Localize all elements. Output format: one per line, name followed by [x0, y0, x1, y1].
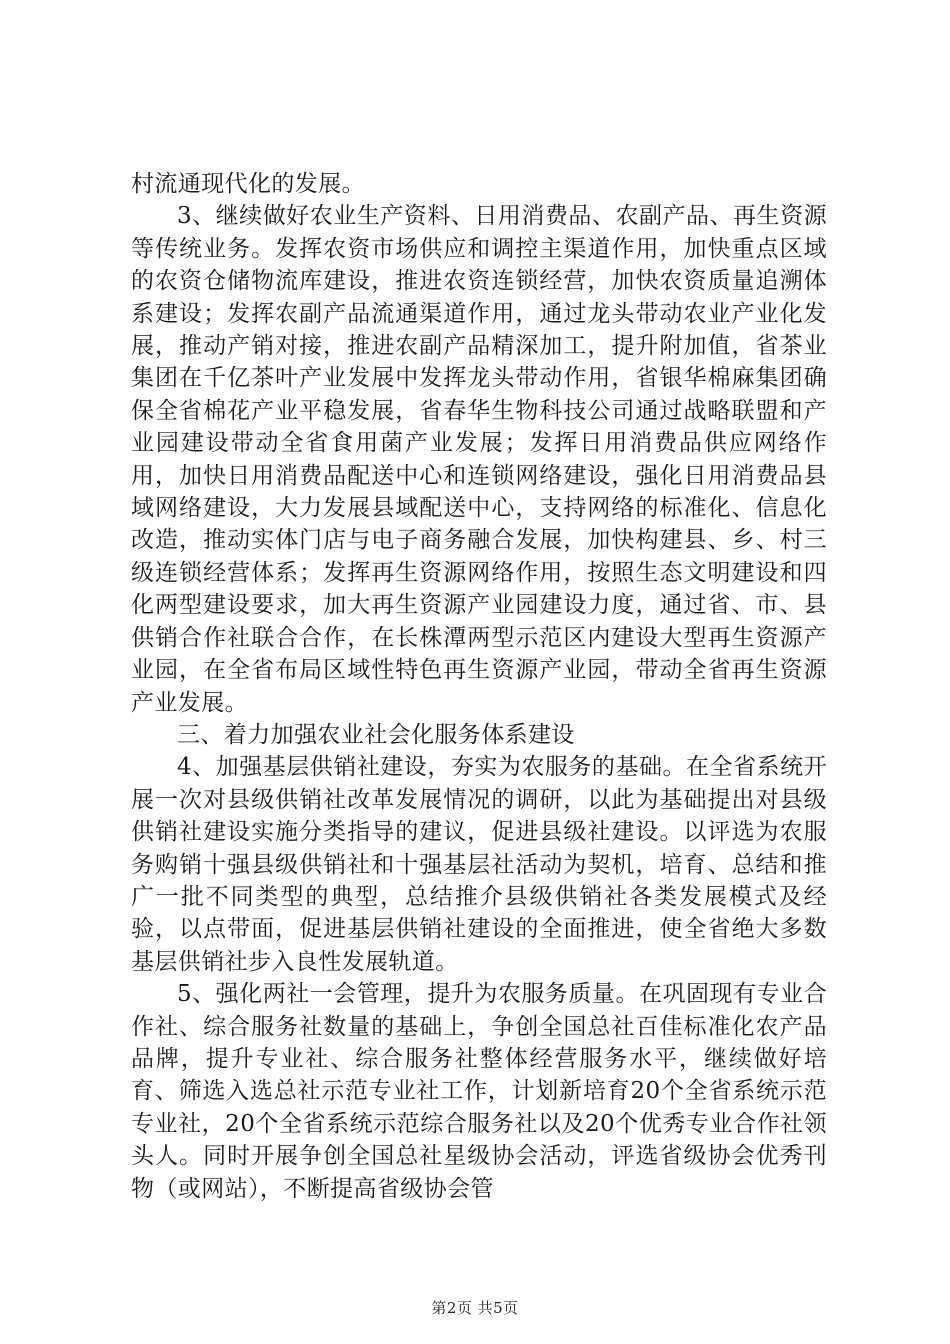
paragraph-item-4: 4、加强基层供销社建设，夯实为农服务的基础。在全省系统开展一次对县级供销社改革发展情况的调研，以此为基础提出对县级供销社建设实施分类指导的建议，促进县级社建设。以评选为农服务购销十强县级供销社和十强基层社活动为契机，培育、总结和推广一批不同类型的典型，总结推介县级供销社各类发展模式及经验，以点带面，促进基层供销社建设的全面推进，使全省绝大多数基层供销社步入良性发展轨道。 [131, 754, 827, 975]
page-number-label: 第2页 共5页 [431, 1299, 519, 1317]
paragraph-continuation: 村流通现代化的发展。 [131, 171, 365, 197]
document-body [131, 168, 827, 1205]
paragraph-item-5: 5、强化两社一会管理，提升为农服务质量。在巩固现有专业合作社、综合服务社数量的基础上，争创全国总社百佳标准化农产品品牌，提升专业社、综合服务社整体经营服务水平，继续做好培育、筛选入选总社示范专业社工作，计划新培育20个全省系统示范专业社，20个全省系统示范综合服务社以及20个优秀专业合作社领头人。同时开展争创全国总社星级协会活动，评选省级协会优秀刊物（或网站），不断提高省级协会管 [131, 981, 827, 1202]
page-footer [0, 1297, 950, 1318]
paragraph-item-3: 3、继续做好农业生产资料、日用消费品、农副产品、再生资源等传统业务。发挥农资市场供应和调控主渠道作用，加快重点区域的农资仓储物流库建设，推进农资连锁经营，加快农资质量追溯体系建设；发挥农副产品流通渠道作用，通过龙头带动农业产业化发展，推动产销对接，推进农副产品精深加工，提升附加值，省茶业集团在千亿茶叶产业发展中发挥龙头带动作用，省银华棉麻集团确保全省棉花产业平稳发展，省春华生物科技公司通过战略联盟和产业园建设带动全省食用菌产业发展；发挥日用消费品供应网络作用，加快日用消费品配送中心和连锁网络建设，强化日用消费品县域网络建设，大力发展县域配送中心，支持网络的标准化、信息化改造，推动实体门店与电子商务融合发展，加快构建县、乡、村三级连锁经营体系；发挥再生资源网络作用，按照生态文明建设和四化两型建设要求，加大再生资源产业园建设力度，通过省、市、县供销合作社联合合作，在长株潭两型示范区内建设大型再生资源产业园，在全省布局区域性特色再生资源产业园，带动全省再生资源产业发展。 [131, 203, 827, 716]
section-heading: 三、着力加强农业社会化服务体系建设 [177, 721, 575, 748]
